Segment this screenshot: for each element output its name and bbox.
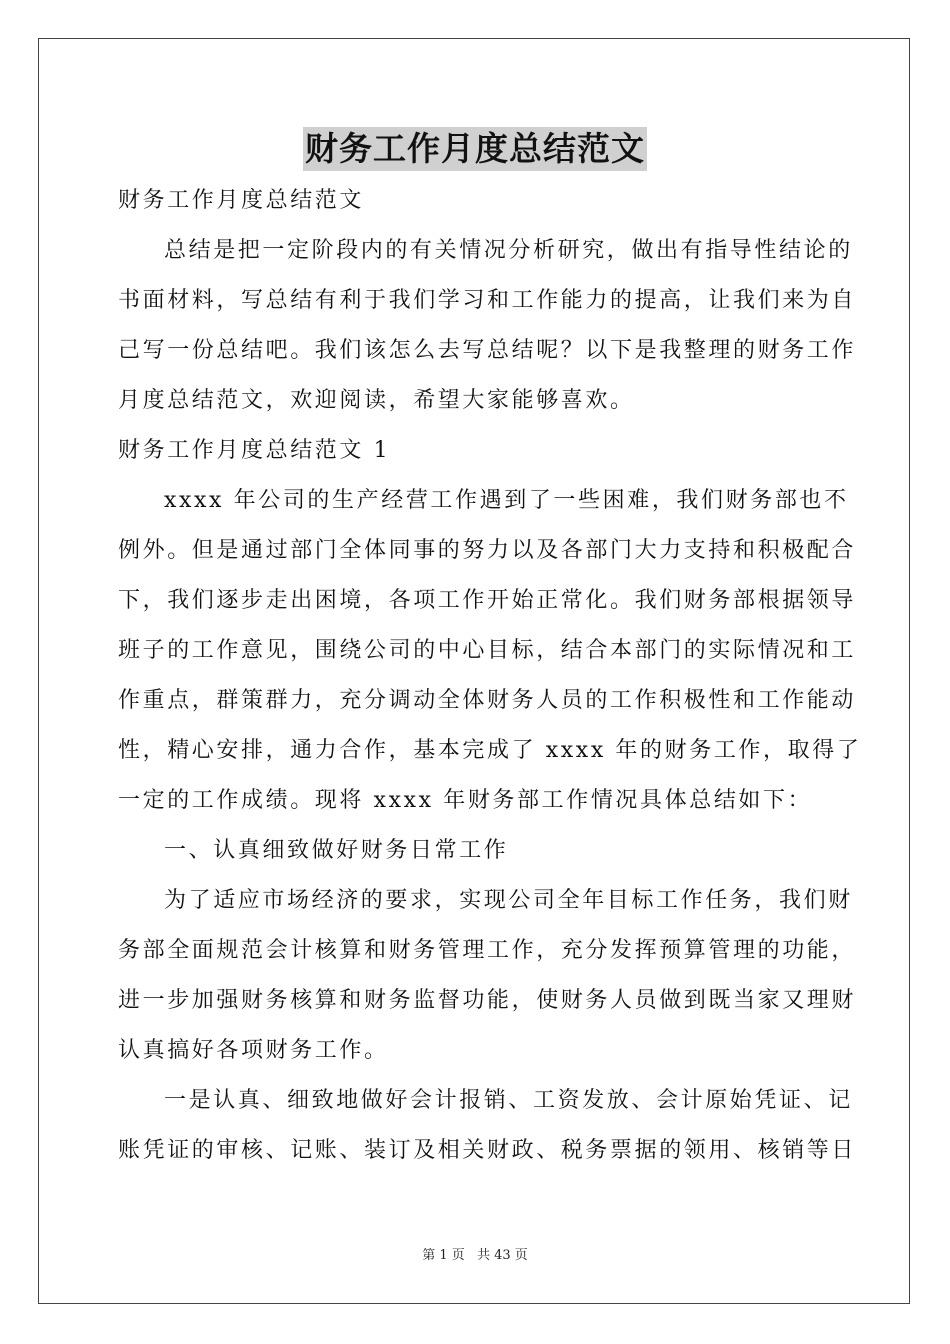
text-line: 班子的工作意见，围绕公司的中心目标，结合本部门的实际情况和工 (118, 638, 857, 663)
text-line: 账凭证的审核、记账、装订及相关财政、税务票据的领用、核销等日 (118, 1138, 857, 1163)
page-total: 共 43 页 (476, 1248, 528, 1263)
text-line: 财务工作月度总结范文 (118, 188, 365, 213)
text-line: 财务工作月度总结范文 1 (118, 438, 391, 463)
page-footer (0, 1247, 950, 1265)
text-line: 一定的工作成绩。现将 xxxx 年财务部工作情况具体总结如下： (118, 788, 813, 813)
text-line: 书面材料，写总结有利于我们学习和工作能力的提高，让我们来为自 (118, 288, 857, 313)
page-number: 第 1 页 (422, 1248, 465, 1263)
document-title: 财务工作月度总结范文 (303, 127, 647, 171)
text-line: 为了适应市场经济的要求，实现公司全年目标工作任务，我们财 (164, 888, 853, 913)
text-line: 性，精心安排，通力合作，基本完成了 xxxx 年的财务工作，取得了 (118, 738, 862, 763)
document-body (118, 176, 862, 1176)
text-line: 认真搞好各项财务工作。 (118, 1038, 389, 1063)
text-line: xxxx 年公司的生产经营工作遇到了一些困难，我们财务部也不 (164, 488, 849, 513)
text-line: 一是认真、细致地做好会计报销、工资发放、会计原始凭证、记 (164, 1088, 853, 1113)
text-line: 例外。但是通过部门全体同事的努力以及各部门大力支持和积极配合 (118, 538, 857, 563)
text-line: 务部全面规范会计核算和财务管理工作，充分发挥预算管理的功能， (118, 938, 857, 963)
text-line: 作重点，群策群力，充分调动全体财务人员的工作积极性和工作能动 (118, 688, 857, 713)
text-line: 己写一份总结吧。我们该怎么去写总结呢？以下是我整理的财务工作 (118, 338, 857, 363)
text-line: 进一步加强财务核算和财务监督功能，使财务人员做到既当家又理财 (118, 988, 857, 1013)
text-line: 总结是把一定阶段内的有关情况分析研究，做出有指导性结论的 (164, 238, 853, 263)
text-line: 下，我们逐步走出困境，各项工作开始正常化。我们财务部根据领导 (118, 588, 857, 613)
text-line: 一、认真细致做好财务日常工作 (164, 838, 509, 863)
text-line: 月度总结范文，欢迎阅读，希望大家能够喜欢。 (118, 388, 635, 413)
title-wrap (0, 127, 950, 171)
